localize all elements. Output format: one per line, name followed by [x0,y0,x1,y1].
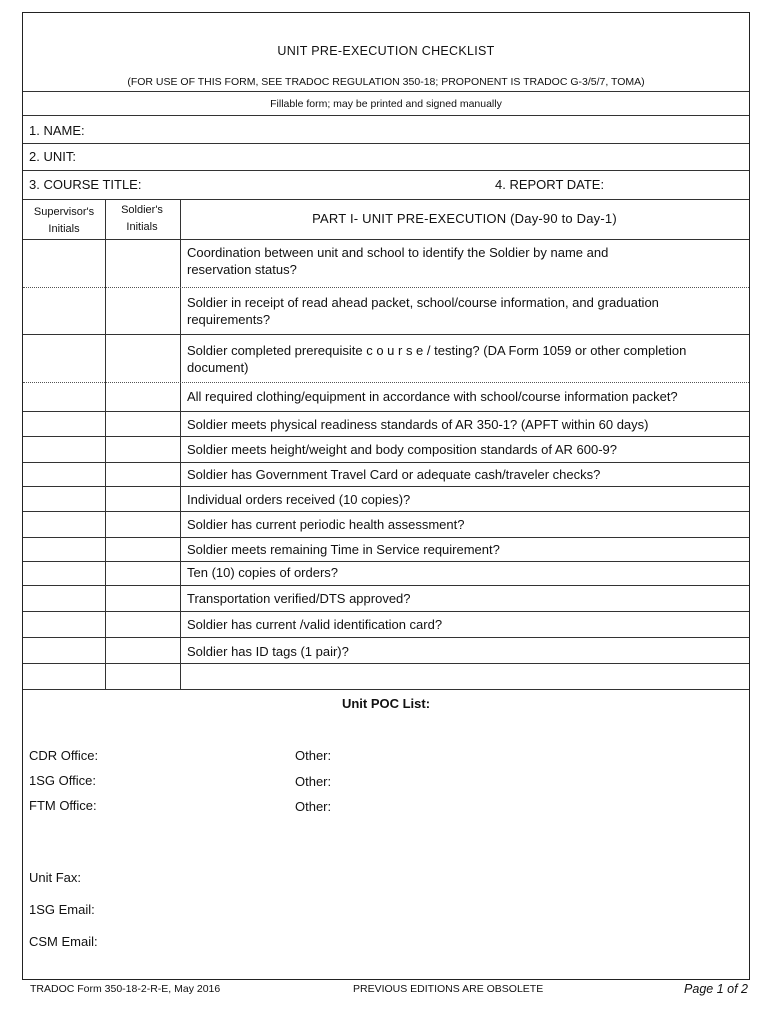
part-title: PART I- UNIT PRE-EXECUTION (Day-90 to Day-1) [312,211,617,226]
divider [23,334,749,335]
course-title-field-label: 3. COURSE TITLE: [29,177,142,192]
divider [23,382,749,383]
divider [23,143,749,144]
csm-email-label: CSM Email: [29,934,98,949]
divider [23,287,749,288]
other-label: Other: [295,799,332,814]
soldier-initials-header: Soldier's Initials [121,204,163,233]
supervisor-initials-header: Supervisor's Initials [33,206,95,235]
checklist-form [22,12,750,980]
unit-field-label: 2. UNIT: [29,149,76,164]
divider [23,462,749,463]
checklist-item: Soldier meets remaining Time in Service requirement? [187,542,500,557]
form-title: UNIT PRE-EXECUTION CHECKLIST [277,44,495,58]
name-field-label: 1. NAME: [29,123,85,138]
divider [23,91,749,92]
ftm-office-label: FTM Office: [29,798,97,813]
checklist-item: Soldier meets height/weight and body composition standards of AR 600-9? [187,442,617,457]
divider [23,511,749,512]
report-date-field-label: 4. REPORT DATE: [495,177,605,192]
divider [23,411,749,412]
divider [23,585,749,586]
divider [23,170,749,171]
checklist-item: Soldier completed prerequisite c o u r s e / testing? (DA Form 1059 or other completion document) [187,343,687,375]
divider [23,689,749,690]
checklist-item: Soldier has ID tags (1 pair)? [187,644,349,659]
divider [23,199,749,200]
poc-list-title: Unit POC List: [341,696,431,711]
cdr-office-label: CDR Office: [29,748,99,763]
1sg-email-label: 1SG Email: [29,902,95,917]
divider [23,239,749,240]
checklist-item: Individual orders received (10 copies)? [187,492,411,507]
column-divider [180,199,181,689]
1sg-office-label: 1SG Office: [29,773,96,788]
checklist-item: Transportation verified/DTS approved? [187,591,411,606]
divider [23,486,749,487]
checklist-item: Soldier has current periodic health assessment? [187,517,465,532]
divider [23,637,749,638]
checklist-item: All required clothing/equipment in accordance with school/course information packet? [187,389,678,404]
divider [23,436,749,437]
checklist-item: Coordination between unit and school to identify the Soldier by name and reservation status? [187,245,609,277]
checklist-item: Soldier has current /valid identification card? [187,617,443,632]
other-label: Other: [295,748,332,763]
checklist-item: Soldier in receipt of read ahead packet, school/course information, and graduation requirements? [187,295,659,327]
fillable-note: Fillable form; may be printed and signed manually [270,98,502,110]
column-divider [105,199,106,689]
divider [23,561,749,562]
divider [23,537,749,538]
checklist-item: Soldier meets physical readiness standards of AR 350-1? (APFT within 60 days) [187,417,649,432]
checklist-item: Ten (10) copies of orders? [187,565,339,580]
unit-fax-label: Unit Fax: [29,870,82,885]
checklist-item: Soldier has Government Travel Card or adequate cash/traveler checks? [187,467,601,482]
form-id: TRADOC Form 350-18-2-R-E, May 2016 [30,983,221,995]
divider [23,115,749,116]
form-subtitle: (FOR USE OF THIS FORM, SEE TRADOC REGULATION 350-18; PROPONENT IS TRADOC G-3/5/7, TOMA) [127,76,645,88]
page-number: Page 1 of 2 [684,982,748,996]
divider [23,611,749,612]
other-label: Other: [295,774,332,789]
divider [23,663,749,664]
obsolete-notice: PREVIOUS EDITIONS ARE OBSOLETE [353,983,544,995]
